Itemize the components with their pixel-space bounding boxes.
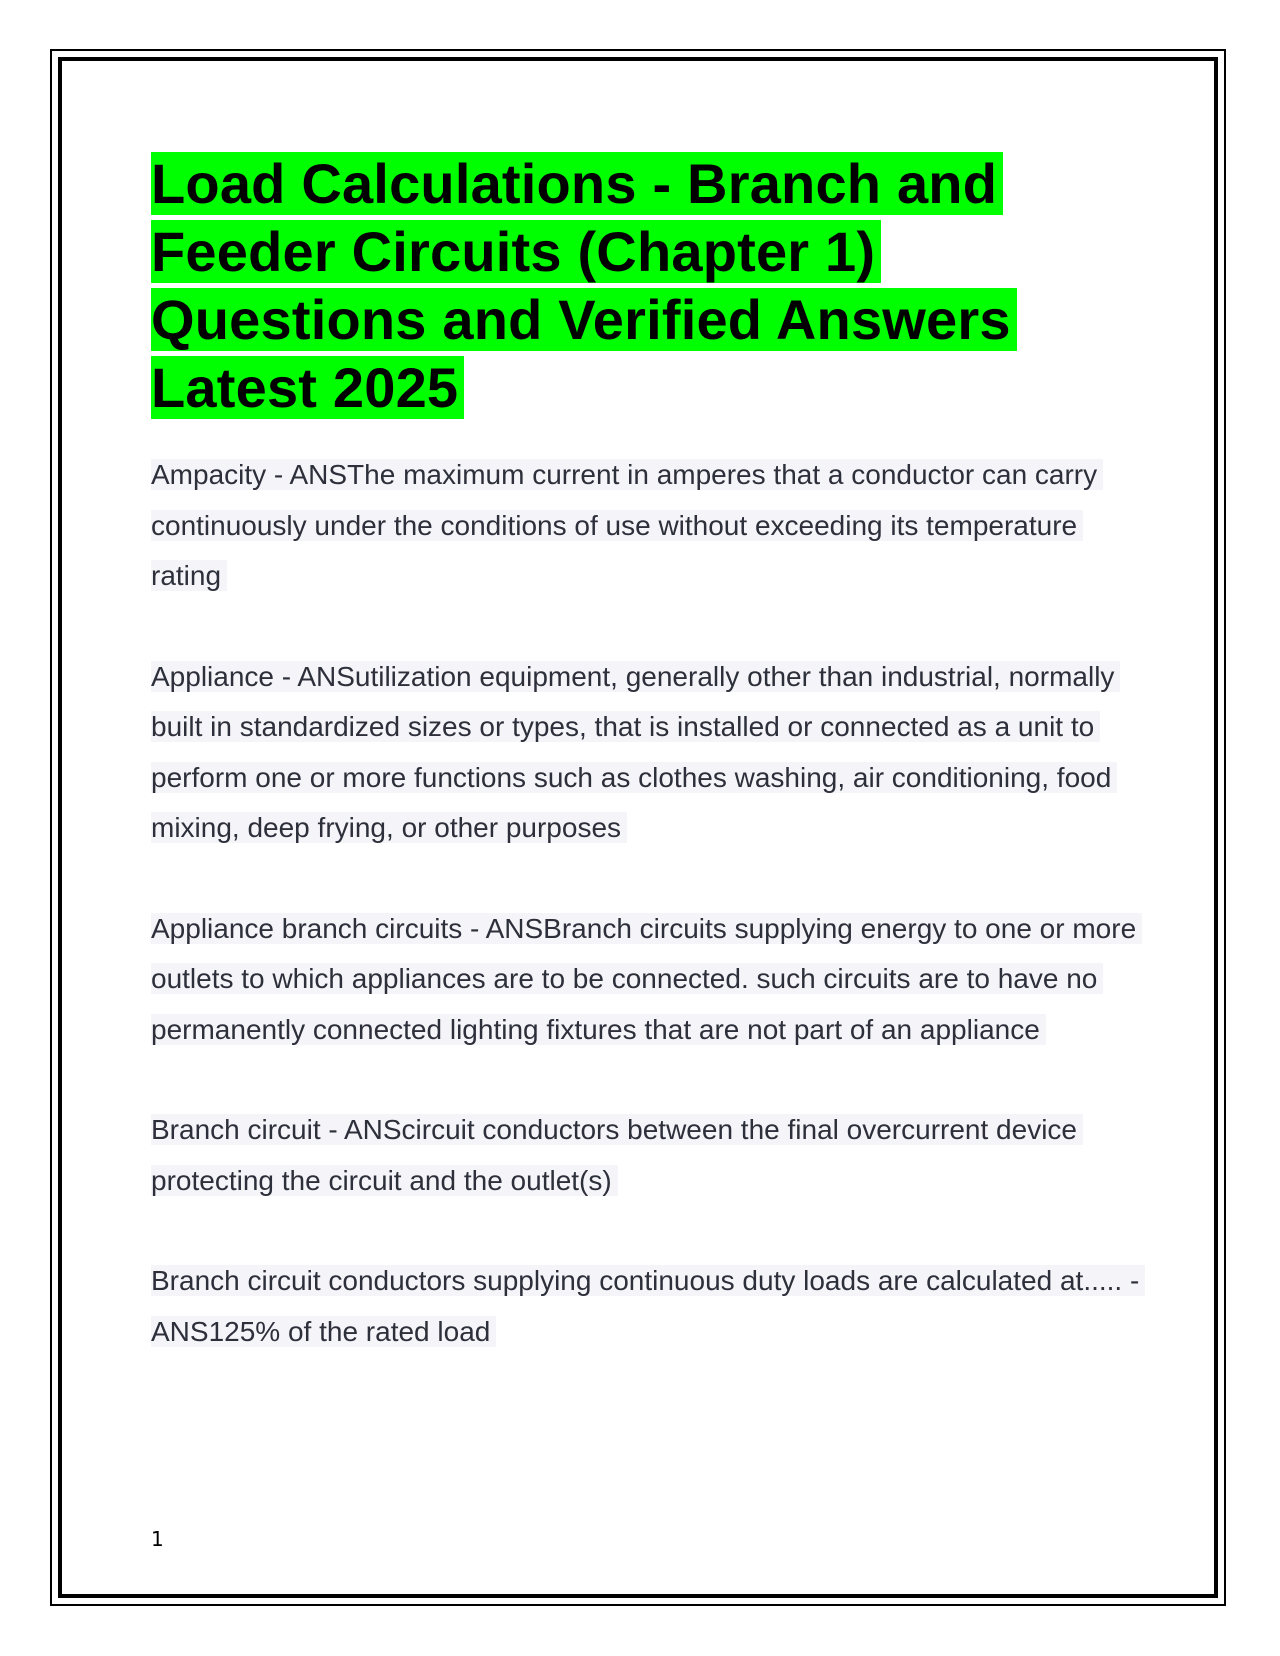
document-title <box>151 150 1141 422</box>
qa-entry-text: Appliance - ANSutilization equipment, generally other than industrial, normally built in standardized sizes or types, that is installed or connected as a unit to perform one or more functions such as clothes washing, air conditioning, food mixing, deep frying, or other purposes <box>151 661 1120 844</box>
qa-entry-continuous-duty <box>151 1256 1141 1357</box>
qa-entry-branch-circuit <box>151 1105 1141 1206</box>
qa-entry-text: Ampacity - ANSThe maximum current in amperes that a conductor can carry continuously under the conditions of use without exceeding its temperature rating <box>151 459 1103 591</box>
document-title-text: Load Calculations - Branch and Feeder Circuits (Chapter 1) Questions and Verified Answers Latest 2025 <box>151 152 1017 419</box>
qa-entry-text: Appliance branch circuits - ANSBranch circuits supplying energy to one or more outlets to which appliances are to be connected. such circuits are to have no permanently connected lighting fixtures that are not part of an appliance <box>151 913 1142 1045</box>
page-number: 1 <box>151 1527 164 1551</box>
qa-entry-text: Branch circuit - ANScircuit conductors between the final overcurrent device protecting the circuit and the outlet(s) <box>151 1114 1083 1196</box>
qa-entry-ampacity <box>151 450 1141 602</box>
qa-entry-appliance <box>151 652 1141 854</box>
qa-entry-text: Branch circuit conductors supplying continuous duty loads are calculated at..... - ANS125% of the rated load <box>151 1265 1145 1347</box>
page-content <box>151 150 1141 1407</box>
qa-list <box>151 450 1141 1357</box>
qa-entry-appliance-branch-circuits <box>151 904 1141 1056</box>
